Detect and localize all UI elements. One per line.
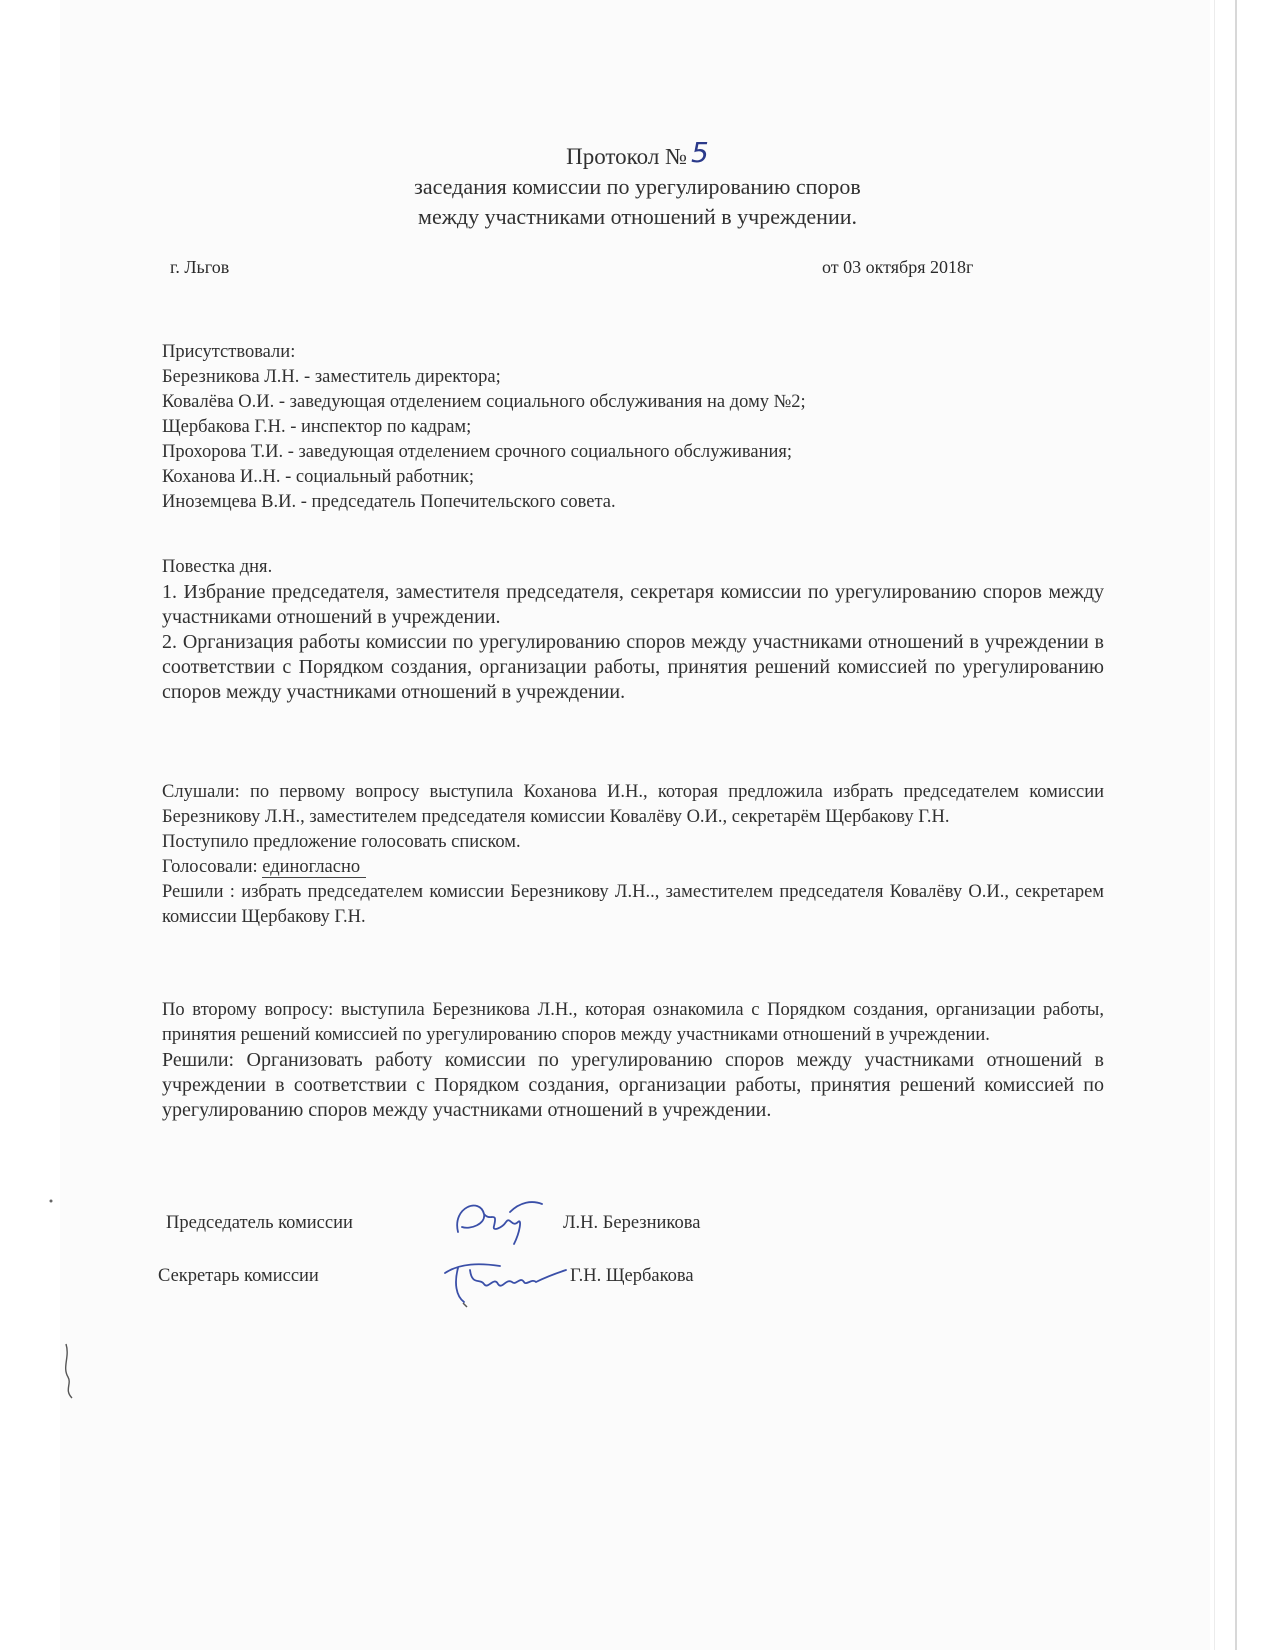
document-title [0,136,1275,172]
attendee-item: Березникова Л.Н. - заместитель директора; [162,367,501,387]
subtitle-line-1: заседания комиссии по урегулированию споров [414,174,861,199]
chair-name: Л.Н. Березникова [563,1213,701,1233]
agenda-heading: Повестка дня. [162,557,273,577]
voted-value: единогласно [262,857,366,878]
second-question-heard: По второму вопросу: выступила Березникова Л.Н., которая ознакомила с Порядком создания, организации работы, принятия решений комиссией по урегулированию споров между участниками отношений в учреждении. [162,1000,1104,1045]
page-edge [1235,0,1237,1650]
first-question-section [162,780,1104,930]
chair-signature [450,1192,550,1252]
attendees-section [162,340,1104,515]
protocol-number: 5 [691,136,709,169]
attendee-item: Щербакова Г.Н. - инспектор по кадрам; [162,417,472,437]
title-text: Протокол № [566,144,688,169]
second-question-decision: Решили: Организовать работу комиссии по урегулированию споров между участниками отношений в учреждении в соответствии с Порядком создания, организации работы, принятия решений комиссией по урегулированию споров между участниками отношений в учреждении. [162,1049,1104,1121]
attendee-item: Иноземцева В.И. - председатель Попечительского совета. [162,492,616,512]
agenda-item-1: 1. Избрание председателя, заместителя председателя, секретаря комиссии по урегулированию споров между участниками отношений в учреждении. [162,581,1104,628]
first-question-decision: Решили : избрать председателем комиссии Березникову Л.Н.., заместителем председателя Ковалёву О.И., секретарем комиссии Щербакову Г.Н. [162,882,1104,927]
attendees-heading: Присутствовали: [162,342,296,362]
agenda-section [162,555,1104,705]
attendee-item: Ковалёва О.И. - заведующая отделением социального обслуживания на дому №2; [162,392,806,412]
meeting-date: от 03 октября 2018г [822,257,974,277]
first-question-heard: Слушали: по первому вопросу выступила Коханова И.Н., которая предложила избрать председателем комиссии Березникову Л.Н., заместителем председателя комиссии Ковалёву О.И., секретарём Щербакову Г.Н. [162,782,1104,827]
speck-mark [48,1198,54,1204]
agenda-item-2: 2. Организация работы комиссии по урегулированию споров между участниками отношений в учреждении в соответствии с Порядком создания, организации работы, принятия решений комиссией по урегулированию споров между участниками отношений в учреждении. [162,631,1104,703]
attendee-item: Прохорова Т.И. - заведующая отделением срочного социального обслуживания; [162,442,793,462]
secretary-signature [440,1248,570,1308]
secretary-label: Секретарь комиссии [158,1266,319,1286]
second-question-section [162,998,1104,1123]
margin-scribble-mark [60,1342,80,1402]
voted-label: Голосовали: [162,857,258,877]
attendee-item: Коханова И..Н. - социальный работник; [162,467,474,487]
subtitle-line-2: между участниками отношений в учреждении. [418,204,857,229]
chair-label: Председатель комиссии [166,1213,353,1233]
title-block [0,136,1275,232]
voting-line [162,855,1104,880]
proposal-text: Поступило предложение голосовать списком. [162,832,521,852]
page-edge-inner [1214,0,1215,1650]
secretary-name: Г.Н. Щербакова [570,1266,694,1286]
city: г. Льгов [170,257,230,277]
speck-mark [462,1302,470,1310]
